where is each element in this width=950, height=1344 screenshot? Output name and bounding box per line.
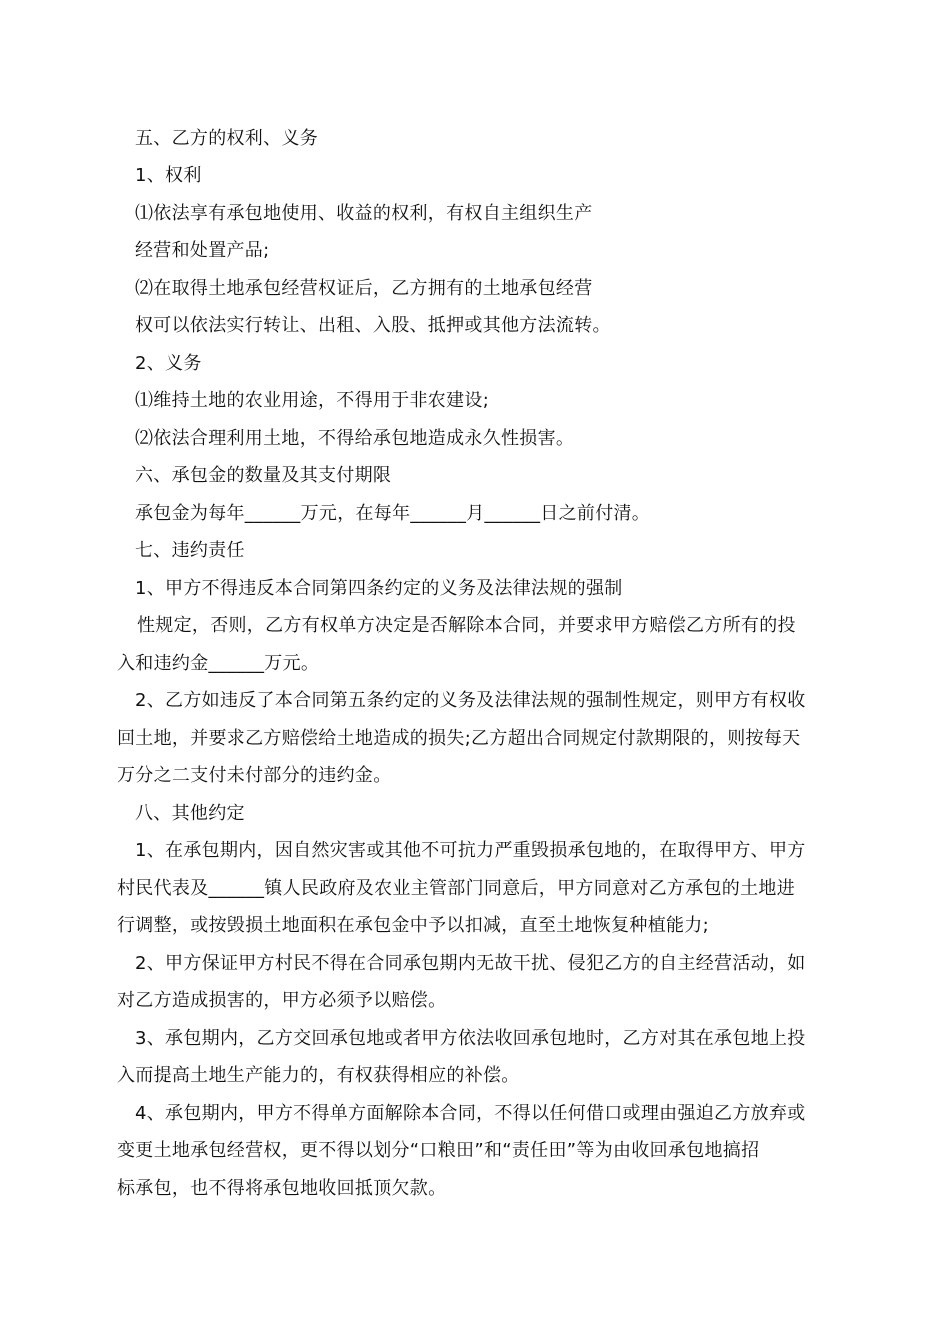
paragraph-line: ⑵依法合理利用土地，不得给承包地造成永久性损害。 — [135, 428, 575, 449]
paragraph-line: 入和违约金______万元。 — [117, 653, 320, 674]
paragraph-line: 承包金为每年______万元，在每年______月______日之前付清。 — [135, 503, 651, 524]
paragraph-line: 3、承包期内，乙方交回承包地或者甲方依法收回承包地时，乙方对其在承包地上投 — [135, 1028, 806, 1049]
section-heading-5: 五、乙方的权利、义务 — [135, 128, 318, 149]
paragraph-line: 经营和处置产品; — [135, 240, 270, 261]
paragraph-line: 入而提高土地生产能力的，有权获得相应的补偿。 — [117, 1065, 520, 1086]
subheading-obligations: 2、义务 — [135, 353, 202, 374]
paragraph-line: ⑴维持土地的农业用途，不得用于非农建设; — [135, 390, 490, 411]
paragraph-line: 变更土地承包经营权，更不得以划分“口粮田”和“责任田”等为由收回承包地搞招 — [117, 1140, 760, 1161]
paragraph-line: 1、甲方不得违反本合同第四条约定的义务及法律法规的强制 — [135, 578, 623, 599]
paragraph-line: 4、承包期内，甲方不得单方面解除本合同，不得以任何借口或理由强迫乙方放弃或 — [135, 1103, 806, 1124]
paragraph-line: 对乙方造成损害的，甲方必须予以赔偿。 — [117, 990, 447, 1011]
paragraph-line: 2、甲方保证甲方村民不得在合同承包期内无故干扰、侵犯乙方的自主经营活动，如 — [135, 953, 806, 974]
paragraph-line: 标承包，也不得将承包地收回抵顶欠款。 — [117, 1178, 447, 1199]
paragraph-line: 回土地，并要求乙方赔偿给土地造成的损失;乙方超出合同规定付款期限的，则按每天 — [117, 728, 801, 749]
paragraph-line: 2、乙方如违反了本合同第五条约定的义务及法律法规的强制性规定，则甲方有权收 — [135, 690, 806, 711]
paragraph-line: 行调整，或按毁损土地面积在承包金中予以扣减，直至土地恢复种植能力; — [117, 915, 709, 936]
paragraph-line: 村民代表及______镇人民政府及农业主管部门同意后，甲方同意对乙方承包的土地进 — [117, 878, 795, 899]
paragraph-line: 1、在承包期内，因自然灾害或其他不可抗力严重毁损承包地的，在取得甲方、甲方 — [135, 840, 806, 861]
section-heading-6: 六、承包金的数量及其支付期限 — [135, 465, 392, 486]
section-heading-8: 八、其他约定 — [135, 803, 245, 824]
paragraph-line: 权可以依法实行转让、出租、入股、抵押或其他方法流转。 — [135, 315, 611, 336]
subheading-rights: 1、权利 — [135, 165, 202, 186]
paragraph-line: ⑴依法享有承包地使用、收益的权利，有权自主组织生产 — [135, 203, 593, 224]
paragraph-line: ⑵在取得土地承包经营权证后，乙方拥有的土地承包经营 — [135, 278, 593, 299]
section-heading-7: 七、违约责任 — [135, 540, 245, 561]
paragraph-line: 性规定，否则，乙方有权单方决定是否解除本合同，并要求甲方赔偿乙方所有的投 — [137, 615, 796, 636]
paragraph-line: 万分之二支付未付部分的违约金。 — [117, 765, 392, 786]
